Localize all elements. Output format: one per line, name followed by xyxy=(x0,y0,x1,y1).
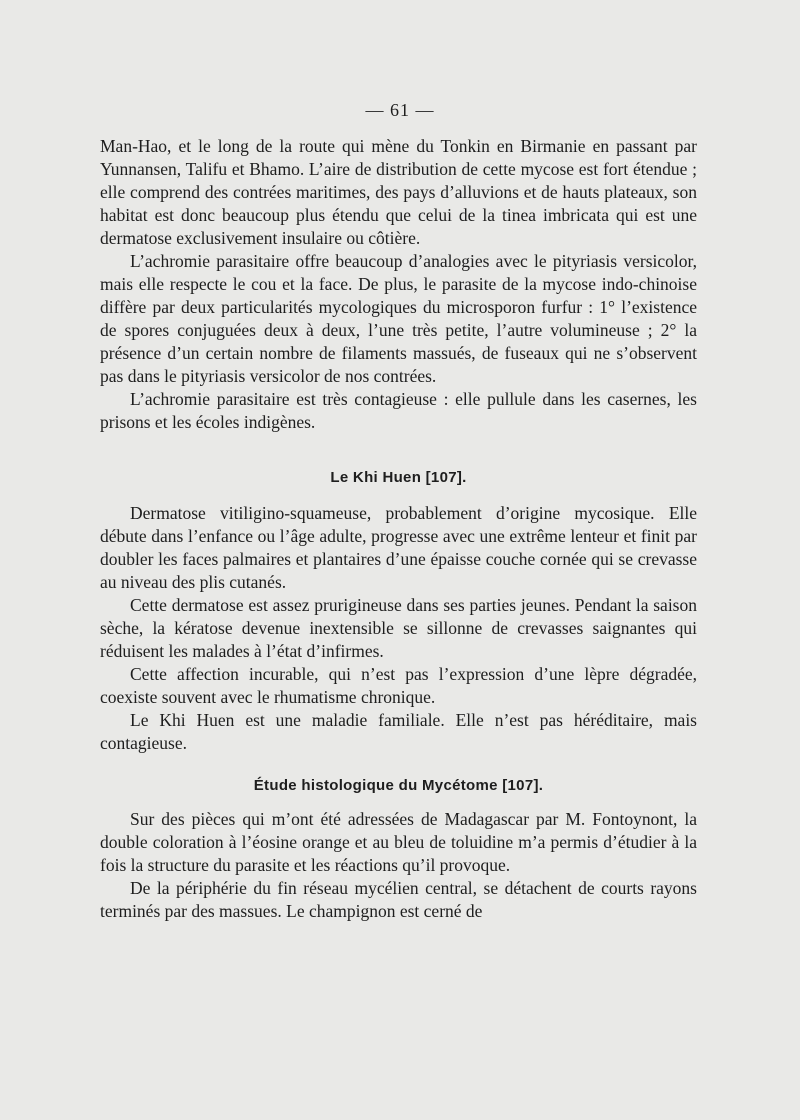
paragraph: Cette affection incurable, qui n’est pas l’expression d’une lèpre dégradée, coexiste souvent avec le rhumatisme chronique. xyxy=(100,664,697,707)
paragraph: Man-Hao, et le long de la route qui mène du Tonkin en Birmanie en passant par Yunnansen, Talifu et Bhamo. L’aire de distribution de cette mycose est fort étendue ; elle comprend des contrées maritimes, des pays d’alluvions et de hauts plateaux, son habitat est donc beaucoup plus étendu que celui de la tinea imbricata qui est une dermatose exclusivement insulaire ou côtière. xyxy=(100,136,697,248)
heading-reference: [107]. xyxy=(502,777,544,794)
paragraph: L’achromie parasitaire offre beaucoup d’analogies avec le pityriasis versicolor, mais elle respecte le cou et la face. De plus, le parasite de la mycose indo-chinoise diffère par deux particularités mycologiques du microsporon furfur : 1° l’existence de spores conjuguées deux à deux, l’une très petite, l’autre volumineuse ; 2° la présence d’un certain nombre de filaments massués, de fuseaux qui ne s’observent pas dans le pityriasis versicolor de nos contrées. xyxy=(100,251,697,386)
heading-title: Étude histologique du Mycétome xyxy=(253,777,498,794)
heading-title: Le Khi Huen xyxy=(330,469,422,486)
section-heading-khi-huen xyxy=(100,469,697,486)
paragraph: Dermatose vitiligino-squameuse, probablement d’origine mycosique. Elle débute dans l’enfance ou l’âge adulte, progresse avec une extrême lenteur et finit par doubler les faces palmaires et plantaires d’une épaisse couche cornée qui se crevasse au niveau des plis cutanés. xyxy=(100,503,697,592)
paragraph: Sur des pièces qui m’ont été adressées de Madagascar par M. Fontoynont, la double coloration à l’éosine orange et au bleu de toluidine m’a permis d’étudier à la fois la structure du parasite et les réactions qu’il provoque. xyxy=(100,809,697,875)
heading-reference: [107]. xyxy=(425,469,467,486)
page-number: — 61 — xyxy=(365,100,435,120)
paragraph: Le Khi Huen est une maladie familiale. Elle n’est pas héréditaire, mais contagieuse. xyxy=(100,710,697,753)
section-heading-mycetome xyxy=(100,777,697,794)
paragraph: L’achromie parasitaire est très contagieuse : elle pullule dans les casernes, les prisons et les écoles indigènes. xyxy=(100,389,697,432)
body-text xyxy=(100,135,697,923)
paragraph: De la périphérie du fin réseau mycélien central, se détachent de courts rayons terminés par des massues. Le champignon est cerné de xyxy=(100,878,697,921)
paragraph: Cette dermatose est assez prurigineuse dans ses parties jeunes. Pendant la saison sèche, la kératose devenue inextensible se sillonne de crevasses saignantes qui réduisent les malades à l’état d’infirmes. xyxy=(100,595,697,661)
